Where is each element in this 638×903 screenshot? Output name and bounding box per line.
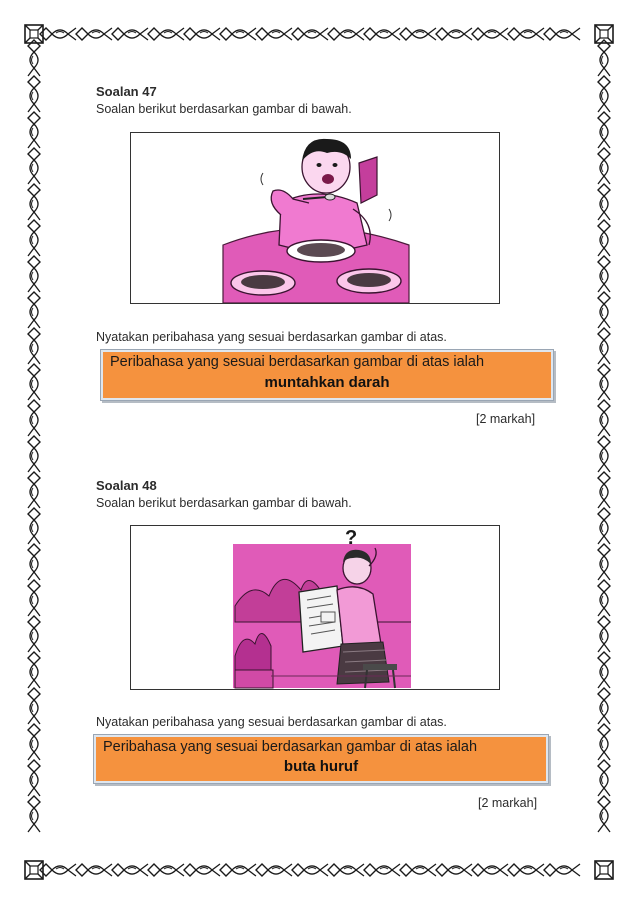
question-title: Soalan 48 (96, 478, 157, 493)
question-48-image (130, 525, 500, 690)
question-instruction: Soalan berikut berdasarkan gambar di bawah. (96, 496, 352, 510)
marks-label: [2 markah] (476, 412, 536, 426)
answer-text: buta huruf (283, 758, 359, 775)
boy-eating-icon (131, 133, 499, 303)
answer-lead-text: Peribahasa yang sesuai berdasarkan gambar di atas ialah (110, 354, 485, 370)
question-prompt: Nyatakan peribahasa yang sesuai berdasarkan gambar di atas. (96, 330, 447, 344)
answer-text: muntahkan darah (264, 374, 390, 391)
answer-lead-text: Peribahasa yang sesuai berdasarkan gambar di atas ialah (103, 739, 478, 755)
marks-label: [2 markah] (478, 796, 538, 810)
question-title: Soalan 47 (96, 84, 157, 99)
question-mark-symbol: ? (345, 527, 358, 549)
answer-box (93, 734, 549, 784)
question-instruction: Soalan berikut berdasarkan gambar di bawah. (96, 102, 352, 116)
question-prompt: Nyatakan peribahasa yang sesuai berdasarkan gambar di atas. (96, 715, 447, 729)
man-reading-newspaper-icon (131, 526, 499, 689)
answer-box (100, 349, 554, 401)
question-47-image (130, 132, 500, 304)
